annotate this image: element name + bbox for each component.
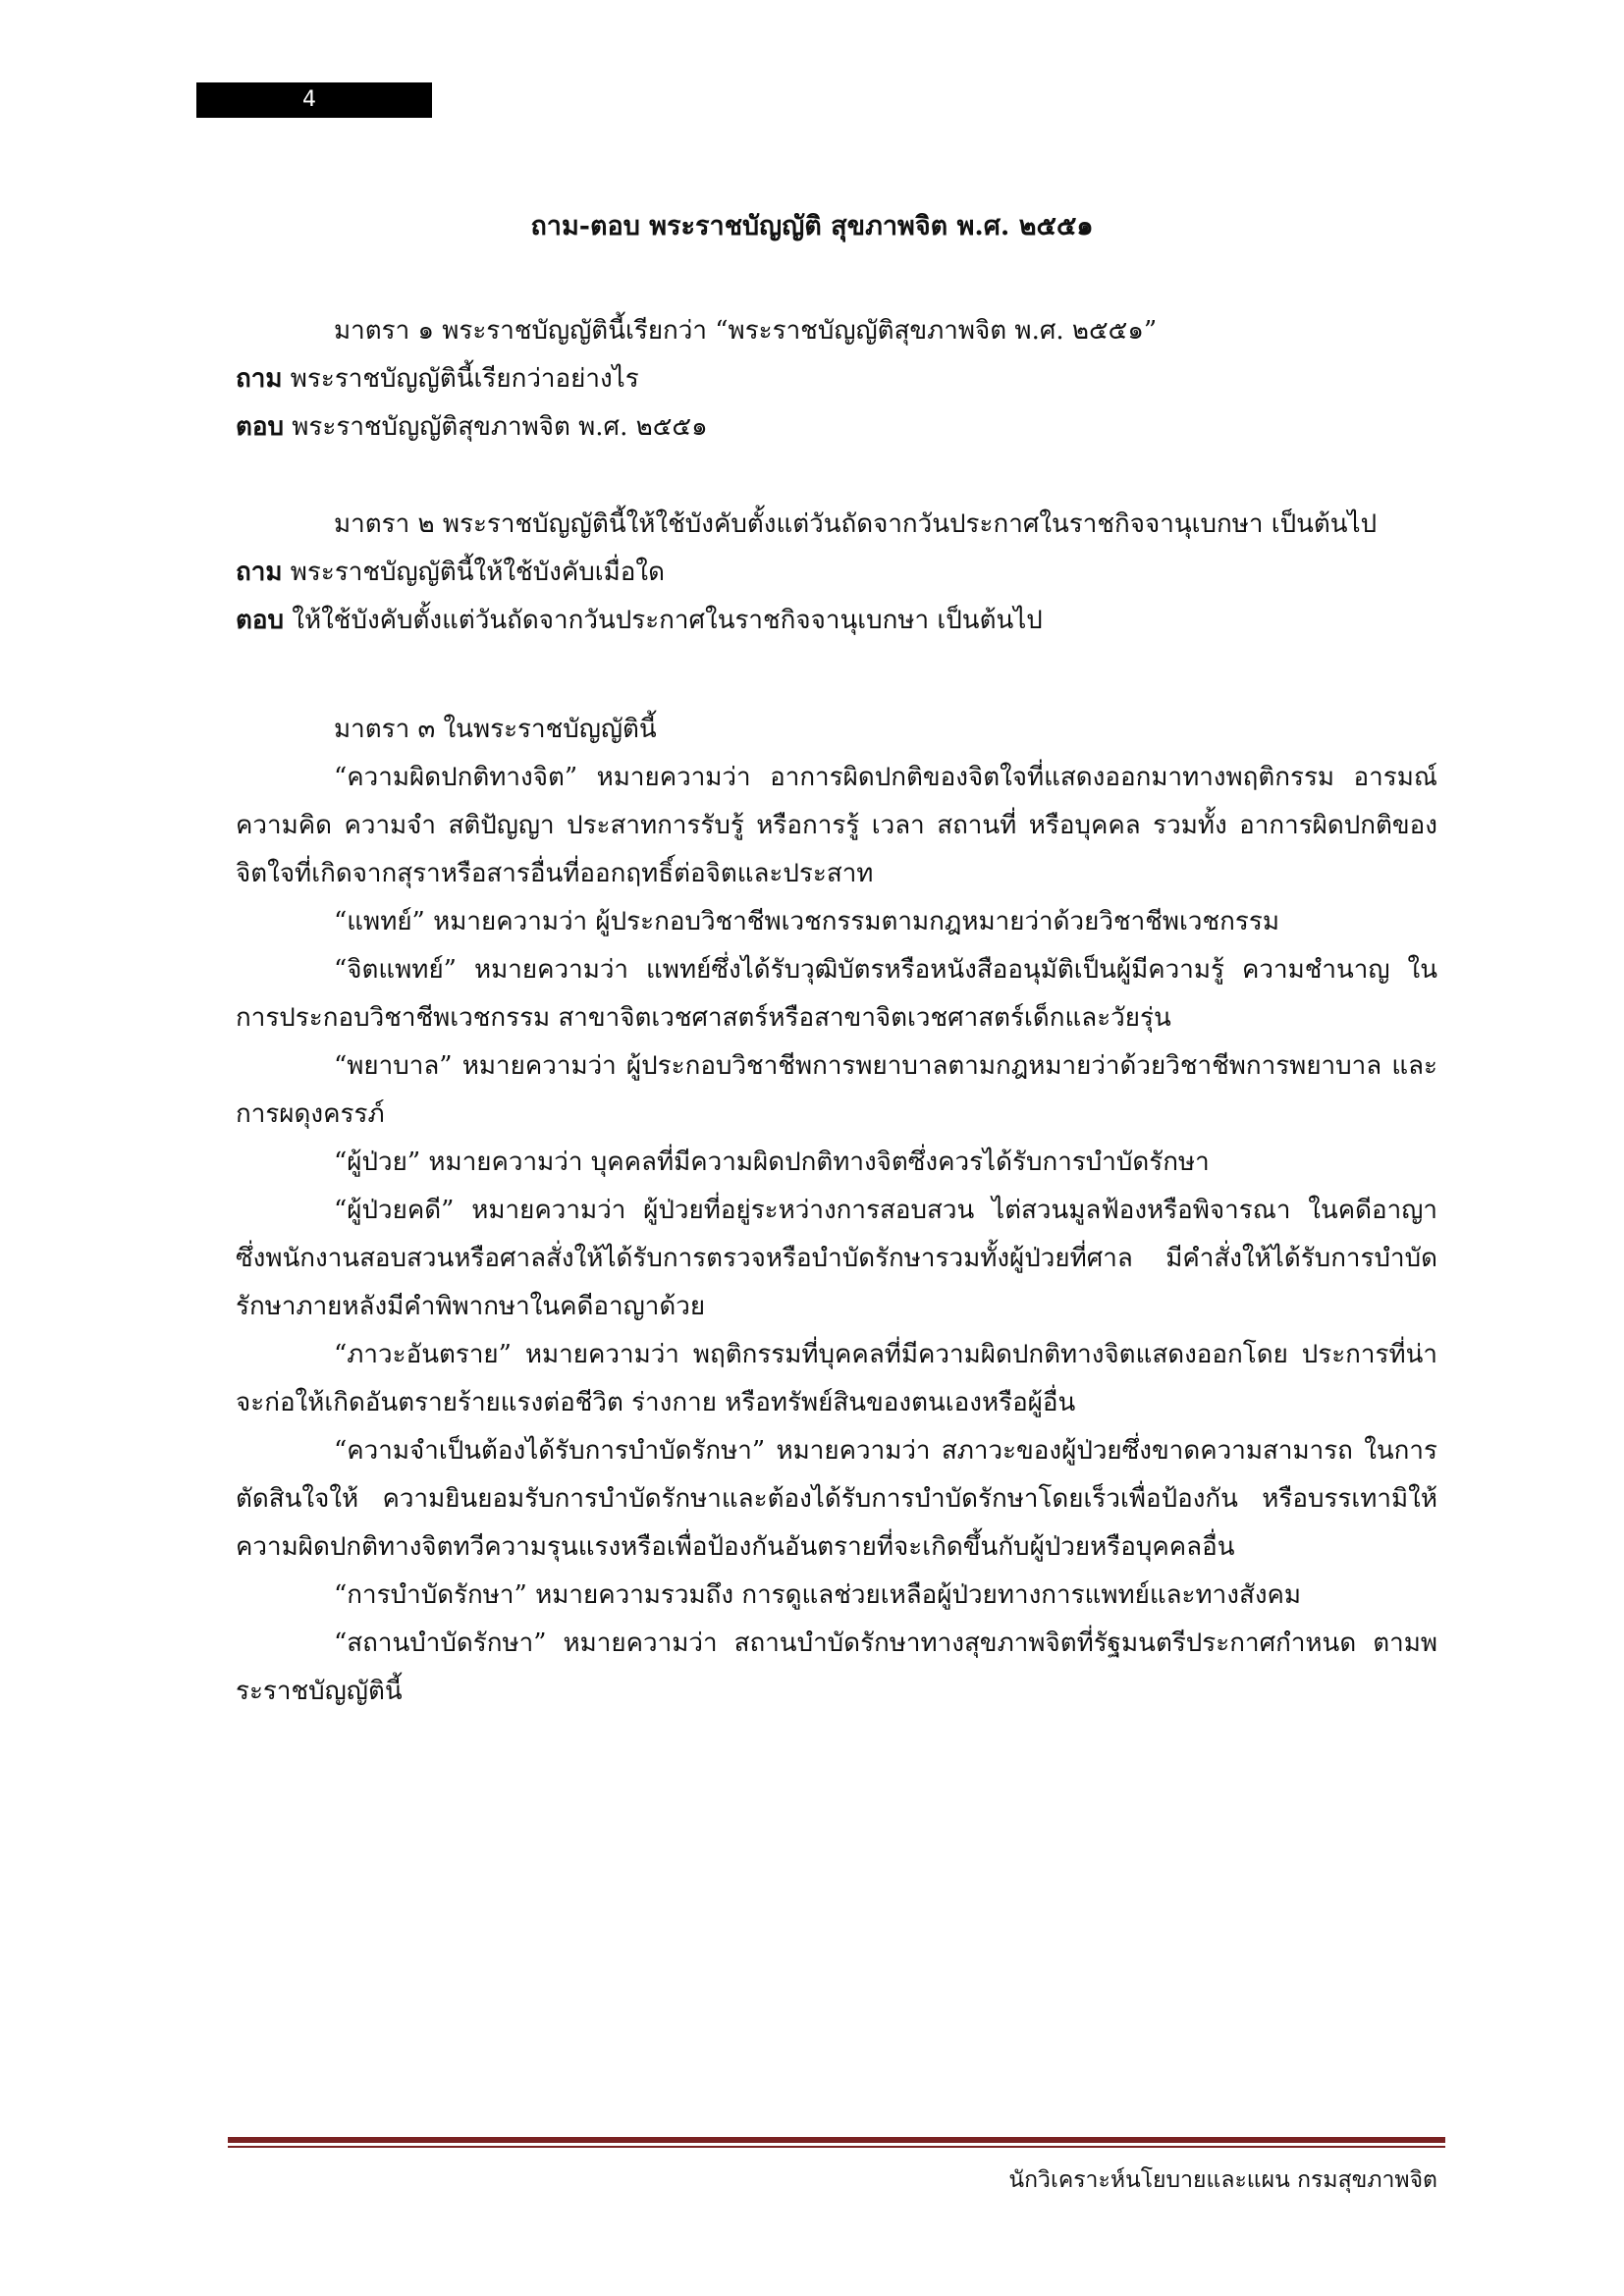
answer-text: พระราชบัญญัติสุขภาพจิต พ.ศ. ๒๕๕๑: [284, 412, 708, 442]
section-1-text: มาตรา ๑ พระราชบัญญัตินี้เรียกว่า “พระราชบัญญัติสุขภาพจิต พ.ศ. ๒๕๕๑”: [334, 316, 1158, 346]
footer-divider: [228, 2137, 1445, 2143]
section-2-question: [236, 549, 1437, 597]
answer-label: ตอบ: [236, 412, 285, 442]
section-1-question: [236, 355, 1437, 403]
definition-treatment: “การบำบัดรักษา” หมายความรวมถึง การดูแลช่วยเหลือผู้ป่วยทางการแพทย์และทางสังคม: [334, 1580, 1302, 1610]
footer-department: นักวิเคราะห์นโยบายและแผน กรมสุขภาพจิต: [1008, 2167, 1437, 2193]
question-text: พระราชบัญญัตินี้ให้ใช้บังคับเมื่อใด: [282, 558, 665, 587]
question-label: ถาม: [236, 558, 283, 587]
document-title: ถาม-ตอบ พระราชบัญญัติ สุขภาพจิต พ.ศ. ๒๕๕๑: [530, 211, 1094, 241]
definition-treatment-facility: “สถานบำบัดรักษา” หมายความว่า สถานบำบัดรักษาทางสุขภาพจิตที่รัฐมนตรีประกาศกำหนด ตามพระราชบัญญัตินี้: [236, 1629, 1437, 1706]
definition-patient: “ผู้ป่วย” หมายความว่า บุคคลที่มีความผิดปกติทางจิตซึ่งควรได้รับการบำบัดรักษา: [334, 1148, 1210, 1177]
answer-label: ตอบ: [236, 606, 285, 635]
page-number: 4: [196, 82, 432, 118]
definition-nurse: “พยาบาล” หมายความว่า ผู้ประกอบวิชาชีพการพยาบาลตามกฎหมายว่าด้วยวิชาชีพการพยาบาล และการผดุงครรภ์: [236, 1051, 1437, 1129]
definition-mental-disorder: “ความผิดปกติทางจิต” หมายความว่า อาการผิดปกติของจิตใจที่แสดงออกมาทางพฤติกรรม อารมณ์ ความคิด ความจำ สติปัญญา ประสาทการรับรู้ หรือการรู้ เวลา สถานที่ หรือบุคคล รวมทั้ง อาการผิดปกติของจิตใจที่เกิดจากสุราหรือสารอื่นที่ออกฤทธิ์ต่อจิตและประสาท: [236, 763, 1437, 888]
definition-physician: “แพทย์” หมายความว่า ผู้ประกอบวิชาชีพเวชกรรมตามกฎหมายว่าด้วยวิชาชีพเวชกรรม: [334, 907, 1279, 936]
definition-need-for-treatment: “ความจำเป็นต้องได้รับการบำบัดรักษา” หมายความว่า สภาวะของผู้ป่วยซึ่งขาดความสามารถ ในการตัดสินใจให้ ความยินยอมรับการบำบัดรักษาและต้องได้รับการบำบัดรักษาโดยเร็วเพื่อป้องกัน หรือบรรเทามิให้ ความผิดปกติทางจิตทวีความรุนแรงหรือเพื่อป้องกันอันตรายที่จะเกิดขึ้นกับผู้ป่วยหรือบุคคลอื่น: [236, 1436, 1437, 1562]
footer-divider-thin: [228, 2146, 1445, 2148]
section-2-answer: [236, 597, 1437, 645]
section-1-answer: [236, 403, 1437, 452]
section-2-text: มาตรา ๒ พระราชบัญญัตินี้ให้ใช้บังคับตั้งแต่วันถัดจากวันประกาศในราชกิจจานุเบกษา เป็นต้นไป: [334, 509, 1378, 539]
definition-criminal-patient: “ผู้ป่วยคดี” หมายความว่า ผู้ป่วยที่อยู่ระหว่างการสอบสวน ไต่สวนมูลฟ้องหรือพิจารณา ในคดีอาญา ซึ่งพนักงานสอบสวนหรือศาลสั่งให้ได้รับการตรวจหรือบำบัดรักษารวมทั้งผู้ป่วยที่ศาล มีคำสั่งให้ได้รับการบำบัดรักษาภายหลังมีคำพิพากษาในคดีอาญาด้วย: [236, 1196, 1437, 1321]
definition-psychiatrist: “จิตแพทย์” หมายความว่า แพทย์ซึ่งได้รับวุฒิบัตรหรือหนังสืออนุมัติเป็นผู้มีความรู้ ความชำนาญ ในการประกอบวิชาชีพเวชกรรม สาขาจิตเวชศาสตร์หรือสาขาจิตเวชศาสตร์เด็กและวัยรุ่น: [236, 955, 1437, 1033]
answer-text: ให้ใช้บังคับตั้งแต่วันถัดจากวันประกาศในราชกิจจานุเบกษา เป็นต้นไป: [284, 606, 1043, 635]
section-3-intro: มาตรา ๓ ในพระราชบัญญัตินี้: [334, 715, 657, 744]
question-text: พระราชบัญญัตินี้เรียกว่าอย่างไร: [282, 364, 639, 394]
question-label: ถาม: [236, 364, 283, 394]
document-body: [236, 307, 1437, 1716]
definition-dangerous-condition: “ภาวะอันตราย” หมายความว่า พฤติกรรมที่บุคคลที่มีความผิดปกติทางจิตแสดงออกโดย ประการที่น่าจะก่อให้เกิดอันตรายร้ายแรงต่อชีวิต ร่างกาย หรือทรัพย์สินของตนเองหรือผู้อื่น: [236, 1340, 1437, 1417]
